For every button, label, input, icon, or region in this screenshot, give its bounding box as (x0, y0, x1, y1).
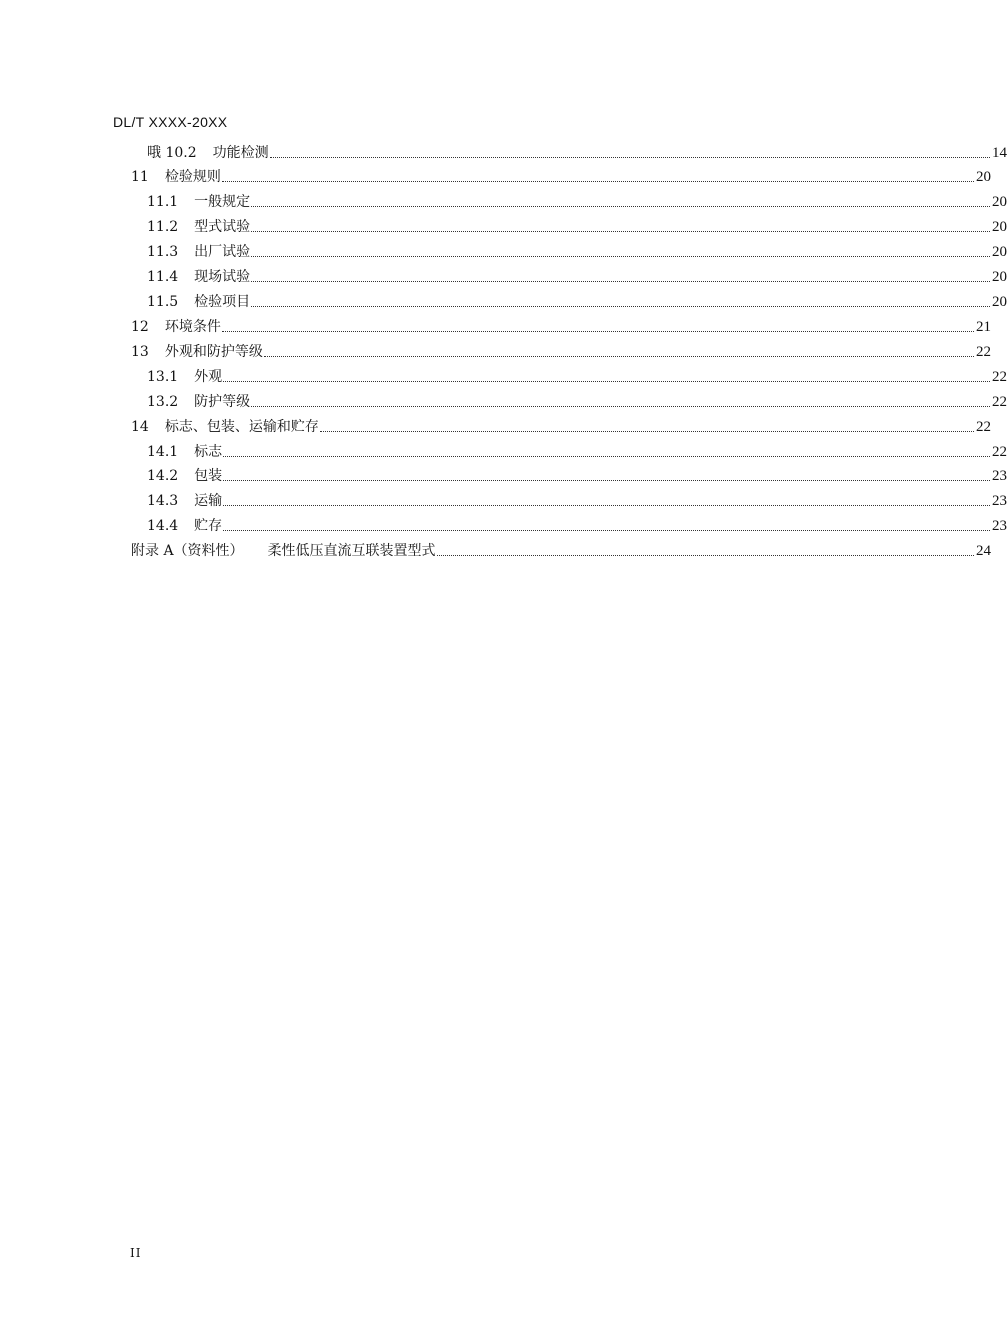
dot-leader (222, 181, 974, 182)
toc-entry-title: 检验规则 (164, 169, 221, 185)
toc-entry-number: 11 (131, 169, 149, 185)
toc-entry-14[interactable] (0, 412, 991, 436)
toc-entry-page: 22 (976, 344, 991, 360)
toc-entry-number: 12 (131, 319, 149, 335)
toc-entry-title: 运输 (194, 493, 223, 509)
toc-entry-page: 20 (992, 294, 1007, 310)
toc-entry-title: 柔性低压直流互联装置型式 (267, 543, 436, 559)
toc-entry-14-2[interactable] (0, 461, 1007, 485)
toc-entry-title: 外观 (194, 369, 223, 385)
toc-entry-14-4[interactable] (0, 511, 1007, 535)
toc-entry-number: 11.1 (147, 194, 179, 210)
toc-entry-10-2[interactable] (0, 138, 1007, 162)
toc-entry-appendix-a[interactable] (0, 536, 991, 560)
toc-entry-page: 14 (992, 145, 1007, 161)
dot-leader (251, 206, 990, 207)
dot-leader (222, 331, 974, 332)
dot-leader (223, 456, 990, 457)
toc-entry-page: 20 (992, 219, 1007, 235)
toc-entry-11-2[interactable] (0, 212, 1007, 236)
toc-entry-title: 检验项目 (194, 294, 251, 310)
toc-entry-page: 22 (992, 394, 1007, 410)
dot-leader (270, 157, 990, 158)
toc-entry-14-3[interactable] (0, 486, 1007, 510)
dot-leader (223, 480, 990, 481)
toc-entry-number: 14.4 (147, 518, 179, 534)
toc-entry-title: 外观和防护等级 (164, 344, 263, 360)
toc-entry-page: 24 (976, 543, 991, 559)
toc-entry-page: 23 (992, 468, 1007, 484)
toc-entry-number: 11.5 (147, 294, 179, 310)
toc-entry-11-1[interactable] (0, 187, 1007, 211)
dot-leader (223, 505, 990, 506)
dot-leader (223, 381, 990, 382)
dot-leader (251, 231, 990, 232)
toc-entry-title: 标志、包装、运输和贮存 (164, 419, 319, 435)
toc-entry-number: 11.3 (147, 244, 179, 260)
toc-entry-page: 23 (992, 518, 1007, 534)
toc-entry-title: 贮存 (194, 518, 223, 534)
toc-entry-number: 11.4 (147, 269, 179, 285)
toc-entry-number: 14.3 (147, 493, 179, 509)
toc-entry-title: 包装 (194, 468, 223, 484)
toc-entry-page: 20 (992, 194, 1007, 210)
dot-leader (264, 356, 974, 357)
toc-entry-11-4[interactable] (0, 262, 1007, 286)
toc-entry-number: 13.2 (147, 394, 179, 410)
toc-entry-title: 型式试验 (194, 219, 251, 235)
toc-entry-page: 22 (992, 369, 1007, 385)
toc-entry-13-1[interactable] (0, 362, 1007, 386)
toc-entry-page: 21 (976, 319, 991, 335)
toc-entry-page: 20 (992, 269, 1007, 285)
toc-entry-title: 出厂试验 (194, 244, 251, 260)
toc-entry-title: 一般规定 (194, 194, 251, 210)
dot-leader (251, 306, 990, 307)
toc-entry-number: 附录 A（资料性） (131, 543, 244, 559)
dot-leader (251, 406, 990, 407)
toc-entry-title: 标志 (194, 444, 223, 460)
toc-entry-number: 14.2 (147, 468, 179, 484)
dot-leader (320, 431, 974, 432)
toc-entry-number: 11.2 (147, 219, 179, 235)
toc-entry-13[interactable] (0, 337, 991, 361)
toc-entry-number: 14.1 (147, 444, 179, 460)
toc-entry-number: 哦 10.2 (147, 145, 197, 161)
toc-entry-title: 功能检测 (212, 145, 269, 161)
dot-leader (251, 281, 990, 282)
toc-entry-14-1[interactable] (0, 437, 1007, 461)
toc-entry-number: 13 (131, 344, 149, 360)
toc-entry-page: 23 (992, 493, 1007, 509)
toc-entry-11-5[interactable] (0, 287, 1007, 311)
toc-entry-11[interactable] (0, 162, 991, 186)
dot-leader (437, 555, 974, 556)
toc-entry-page: 22 (992, 444, 1007, 460)
toc-entry-title: 环境条件 (164, 319, 221, 335)
toc-entry-number: 14 (131, 419, 149, 435)
page-number: II (130, 1246, 142, 1260)
toc-entry-13-2[interactable] (0, 387, 1007, 411)
toc-entry-12[interactable] (0, 312, 991, 336)
toc-entry-title: 防护等级 (194, 394, 251, 410)
toc-entry-11-3[interactable] (0, 237, 1007, 261)
dot-leader (251, 256, 990, 257)
document-code: DL/T XXXX-20XX (113, 114, 228, 130)
toc-entry-title: 现场试验 (194, 269, 251, 285)
toc-entry-page: 20 (976, 169, 991, 185)
dot-leader (223, 530, 990, 531)
toc-entry-page: 20 (992, 244, 1007, 260)
toc-entry-number: 13.1 (147, 369, 179, 385)
toc-entry-page: 22 (976, 419, 991, 435)
